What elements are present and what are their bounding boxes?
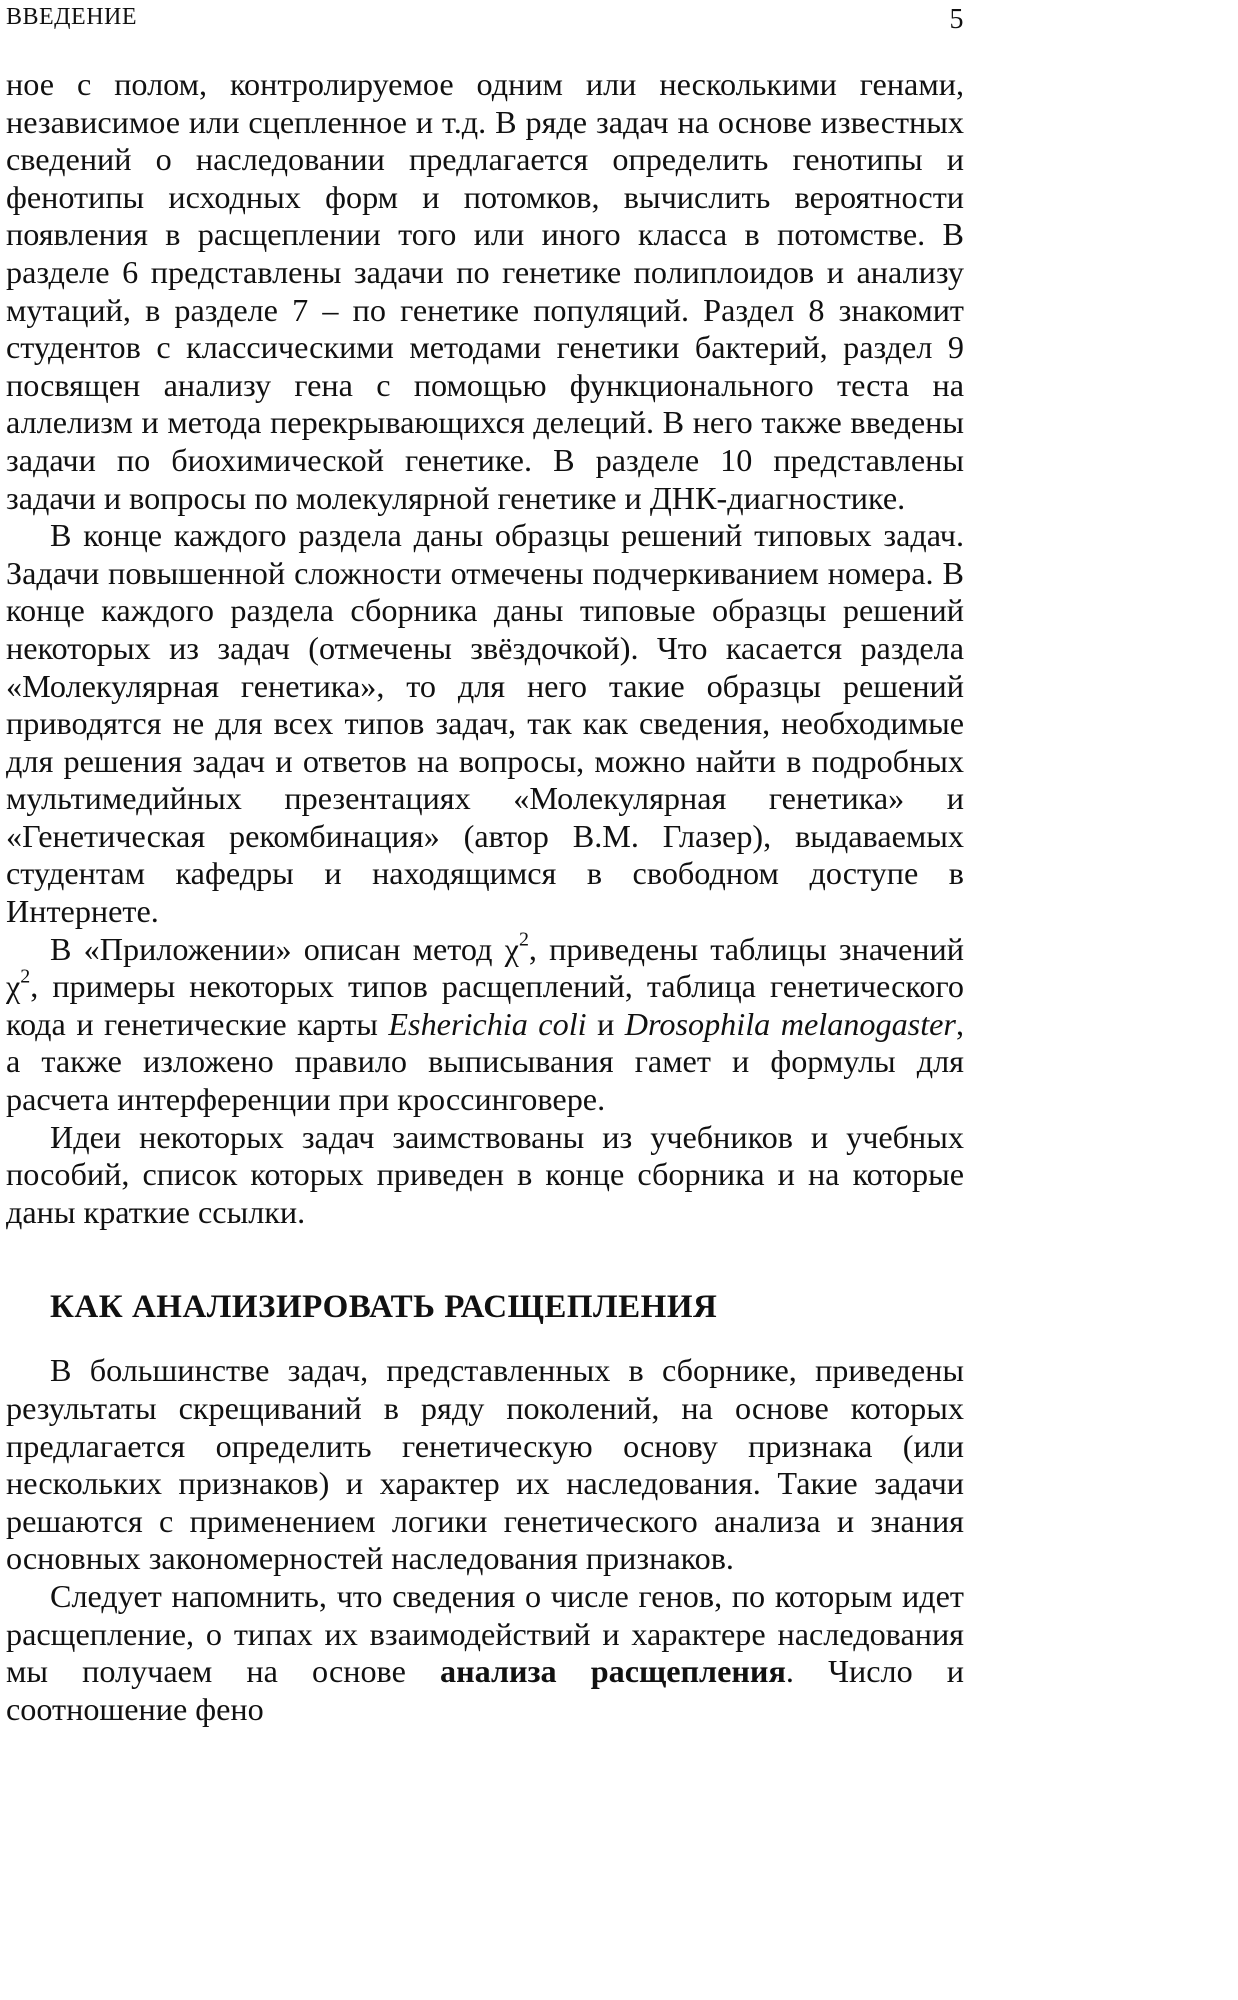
paragraph-segregation-analysis [6,1578,964,1728]
section-heading: КАК АНАЛИЗИРОВАТЬ РАСЩЕПЛЕНИЯ [50,1289,718,1326]
appendix-text-e: , а также изложено правило выписывания гамет и формулы для расчета интерференции при кроссинговере. [6,1005,964,1118]
appendix-text-d: и [586,1005,625,1042]
segregation-text-b: . Число и соотношение фено [6,1653,965,1727]
species-name-drosophila: Drosophila melanogaster [624,1005,956,1042]
paragraph-sources: Идеи некоторых задач заимствованы из учебников и учебных пособий, список которых приведен в конце сборника и на которые даны краткие ссылки. [6,1118,964,1230]
paragraph-appendix [6,928,964,1119]
appendix-text-b: , приведены таблицы значений χ [6,930,964,1005]
running-head [6,4,964,34]
paragraph-continuation: ное с полом, контролируемое одним или несколькими генами, независимое или сцепленное и т.д. В ряде задач на основе известных сведений о наследовании предлагается определить генотипы и фенотипы исходных форм и потомков, вычислить вероятности появления в расщеплении того или иного класса в потомстве. В разделе 6 представлены задачи по генетике полиплоидов и анализу мутаций, в разделе 7 – по генетике популяций. Раздел 8 знакомит студентов с классическими методами генетики бактерий, раздел 9 посвящен анализу гена с помощью функционального теста на аллелизм и метода перекрывающихся делеций. В него также введены задачи по биохимической генетике. В разделе 10 представлены задачи и вопросы по молекулярной генетике и ДНК-диагностике. [6,66,964,516]
paragraph-sample-solutions: В конце каждого раздела даны образцы решений типовых задач. Задачи повышенной сложности отмечены подчеркиванием номера. В конце каждого раздела сборника даны типовые образцы решений некоторых из задач (отмечены звёздочкой). Что касается раздела «Молекулярная генетика», то для него такие образцы решений приводятся не для всех типов задач, так как сведения, необходимые для решения задач и ответов на вопросы, можно найти в подробных мультимедийных презентациях «Молекулярная генетика» и «Генетическая рекомбинация» (автор В.М. Глазер), выдаваемых студентам кафедры и находящимся в свободном доступе в Интернете. [6,517,964,930]
page-body [6,66,964,1728]
page-number: 5 [949,4,964,35]
segregation-text-a: Следует напомнить, что сведения о числе генов, по которым идет расщепление, о типах их взаимодействий и характере наследования мы получаем на основе [6,1577,964,1690]
appendix-text-c: , примеры некоторых типов расщеплений, таблица генетического кода и генетические карты [6,968,964,1042]
chi-square-superscript: 2 [518,928,529,951]
chi-square-superscript: 2 [20,965,31,988]
paragraph-crosses: В большинстве задач, представленных в сборнике, приведены результаты скрещиваний в ряду поколений, на основе которых предлагается определить генетическую основу признака (или нескольких признаков) и характер их наследования. Такие задачи решаются с применением логики генетического анализа и знания основных закономерностей наследования признаков. [6,1352,964,1577]
species-name-ecoli: Esherichia coli [388,1005,587,1042]
running-head-title: ВВЕДЕНИЕ [6,4,138,30]
appendix-text-a: В «Приложении» описан метод χ [50,930,519,967]
bold-term: анализа расщепления [439,1653,786,1690]
